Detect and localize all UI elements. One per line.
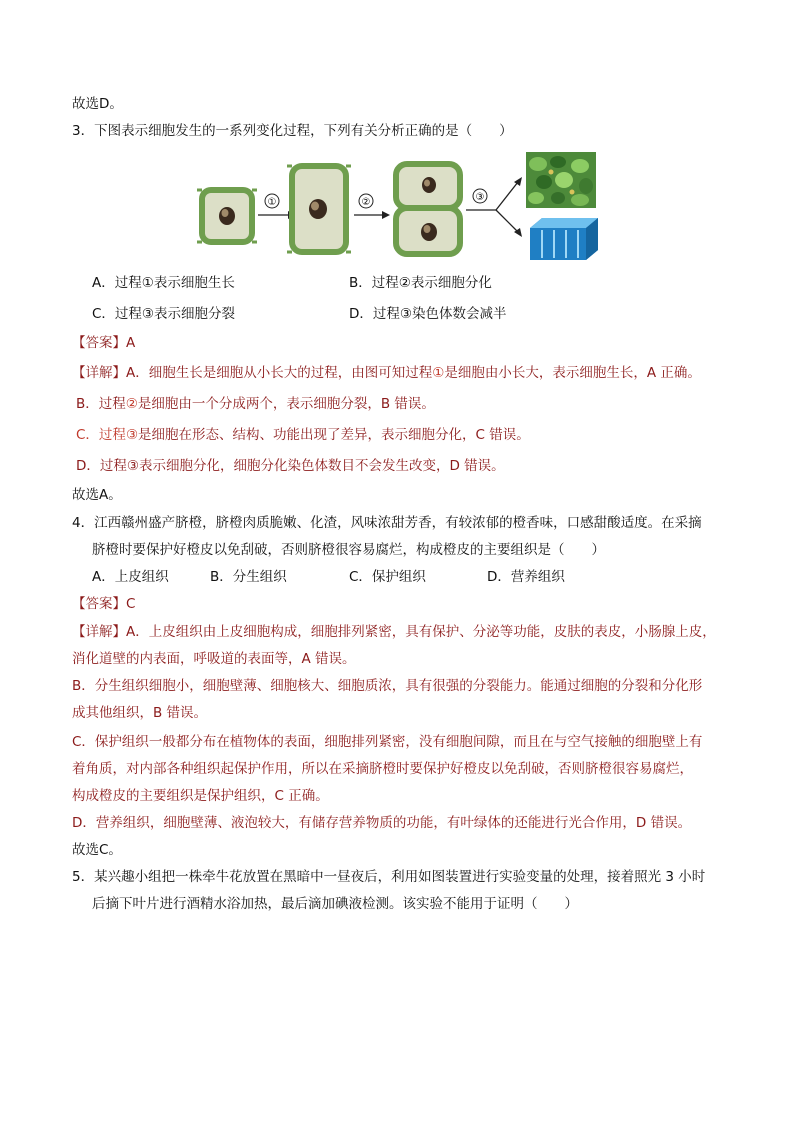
q4-option-d: D．营养组织	[487, 569, 565, 585]
q4-stem-line1: 4．江西赣州盛产脐橙，脐橙肉质脆嫩、化渣，风味浓甜芳香，有较浓郁的橙香味，口感甜酸适度。在采摘	[72, 515, 702, 531]
q4-detail-d: D．营养组织，细胞壁薄、液泡较大，有储存营养物质的功能，有叶绿体的还能进行光合作用，D 错误。	[72, 815, 692, 831]
q4-detail-b-line2: 成其他组织，B 错误。	[72, 705, 208, 721]
detail-label: 【详解】	[72, 365, 126, 381]
q4-detail-a-line1: 【详解】A．上皮组织由上皮细胞构成，细胞排列紧密，具有保护、分泌等功能，皮肤的表皮，小肠腺上皮，	[72, 624, 716, 640]
q4-option-c: C．保护组织	[349, 569, 426, 585]
answer-label: 【答案】	[72, 335, 126, 351]
q3-detail-b: B．过程②是细胞由一个分成两个，表示细胞分裂，B 错误。	[76, 396, 435, 412]
q5-stem-line1: 5．某兴趣小组把一株牵牛花放置在黑暗中一昼夜后，利用如图装置进行实验变量的处理，接着照光 3 小时	[72, 869, 706, 885]
step2-label: ②	[361, 197, 371, 208]
step1-label: ①	[267, 197, 277, 208]
q4-option-a: A．上皮组织	[92, 569, 169, 585]
answer-label: 【答案】	[72, 596, 126, 612]
large-cell	[287, 166, 351, 252]
q4-stem-line2: 脐橙时要保护好橙皮以免刮破，否则脐橙很容易腐烂，构成橙皮的主要组织是（ ）	[92, 542, 605, 558]
q4-detail-c-line3: 构成橙皮的主要组织是保护组织，C 正确。	[72, 788, 329, 804]
q4-conclusion: 故选C。	[72, 842, 122, 858]
q3-detail-a: 【详解】A．细胞生长是细胞从小长大的过程，由图可知过程①是细胞由小长大，表示细胞生长，A 正确。	[72, 365, 701, 381]
q3-option-a: A．过程①表示细胞生长	[92, 275, 235, 291]
q3-detail-d: D．过程③表示细胞分化，细胞分化染色体数目不会发生改变，D 错误。	[76, 458, 505, 474]
q4-detail-c-line1: C．保护组织一般都分布在植物体的表面，细胞排列紧密，没有细胞间隙，而且在与空气接触的细胞壁上有	[72, 734, 703, 750]
small-cell	[197, 190, 257, 242]
divided-cells	[396, 164, 460, 254]
cell-process-figure	[196, 152, 606, 268]
blue-tissue-image	[530, 218, 598, 260]
q5-stem-line2: 后摘下叶片进行酒精水浴加热，最后滴加碘液检测。该实验不能用于证明（ ）	[92, 896, 578, 912]
step3-label: ③	[475, 192, 485, 203]
q3-answer	[72, 333, 135, 353]
answer-value: C	[126, 596, 136, 612]
q4-detail-b-line1: B．分生组织细胞小，细胞壁薄、细胞核大、细胞质浓，具有很强的分裂能力。能通过细胞的分裂和分化形	[72, 678, 703, 694]
q4-option-b: B．分生组织	[210, 569, 287, 585]
answer-value: A	[126, 335, 136, 351]
q3-conclusion: 故选A。	[72, 487, 122, 503]
q4-detail-c-line2: 着角质，对内部各种组织起保护作用，所以在采摘脐橙时要保护好橙皮以免刮破，否则脐橙很容易腐烂，	[72, 761, 693, 777]
q4-detail-a-line2: 消化道壁的内表面，呼吸道的表面等，A 错误。	[72, 651, 356, 667]
q3-stem: 3．下图表示细胞发生的一系列变化过程，下列有关分析正确的是（ ）	[72, 123, 513, 139]
q2-conclusion: 故选D。	[72, 96, 123, 112]
q3-option-d: D．过程③染色体数会减半	[349, 306, 507, 322]
green-tissue-image	[526, 152, 596, 208]
q4-answer	[72, 594, 135, 614]
detail-label: 【详解】	[72, 624, 126, 640]
q3-detail-c: C．过程③是细胞在形态、结构、功能出现了差异，表示细胞分化，C 错误。	[76, 427, 530, 443]
q3-option-b: B．过程②表示细胞分化	[349, 275, 492, 291]
q3-option-c: C．过程③表示细胞分裂	[92, 306, 236, 322]
